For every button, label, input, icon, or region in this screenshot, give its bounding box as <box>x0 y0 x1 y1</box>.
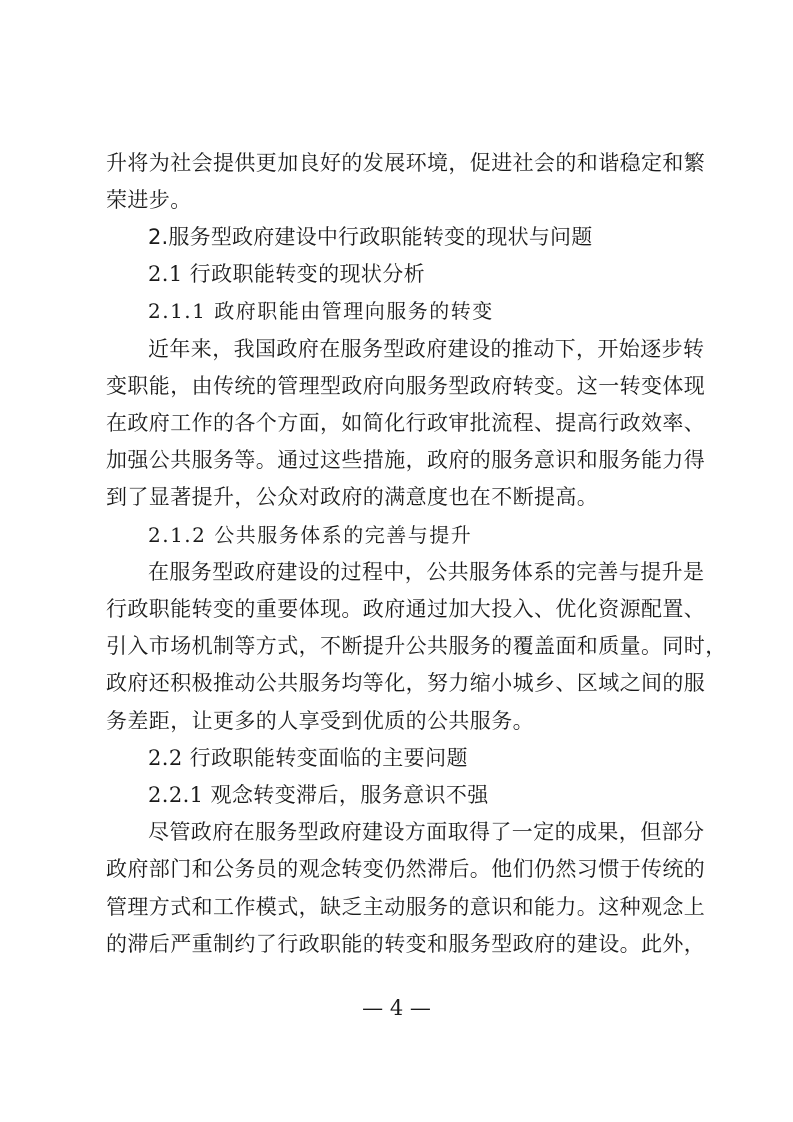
paragraph-line: 政府部门和公务员的观念转变仍然滞后。他们仍然习惯于传统的 <box>106 857 706 881</box>
paragraph-line: 务差距，让更多的人享受到优质的公共服务。 <box>106 709 534 733</box>
paragraph-line: 荣进步。 <box>106 188 192 212</box>
subsubsection-heading: 2.1.2 公共服务体系的完善与提升 <box>148 523 473 547</box>
paragraph-line: 加强公共服务等。通过这些措施，政府的服务意识和服务能力得 <box>106 448 706 472</box>
paragraph-line: 引入市场机制等方式，不断提升公共服务的覆盖面和质量。同时， <box>106 634 727 658</box>
paragraph-line: 的滞后严重制约了行政职能的转变和服务型政府的建设。此外， <box>106 932 706 956</box>
subsubsection-heading: 2.1.1 政府职能由管理向服务的转变 <box>148 299 494 323</box>
paragraph-line: 到了显著提升，公众对政府的满意度也在不断提高。 <box>106 485 599 509</box>
subsection-heading: 2.2 行政职能转变面临的主要问题 <box>148 746 468 770</box>
paragraph-line: 尽管政府在服务型政府建设方面取得了一定的成果，但部分 <box>148 820 705 844</box>
paragraph-line: 在政府工作的各个方面，如简化行政审批流程、提高行政效率、 <box>106 411 706 435</box>
paragraph-line: 政府还积极推动公共服务均等化，努力缩小城乡、区域之间的服 <box>106 671 706 695</box>
paragraph-line: 行政职能转变的重要体现。政府通过加大投入、优化资源配置、 <box>106 597 706 621</box>
paragraph-line: 近年来，我国政府在服务型政府建设的推动下，开始逐步转 <box>148 337 705 361</box>
paragraph-line: 管理方式和工作模式，缺乏主动服务的意识和能力。这种观念上 <box>106 895 706 919</box>
subsection-heading: 2.1 行政职能转变的现状分析 <box>148 262 426 286</box>
paragraph-line: 在服务型政府建设的过程中，公共服务体系的完善与提升是 <box>148 560 705 584</box>
paragraph-line: 升将为社会提供更加良好的发展环境，促进社会的和谐稳定和繁 <box>106 151 706 175</box>
subsubsection-heading: 2.2.1 观念转变滞后，服务意识不强 <box>148 783 489 807</box>
section-heading: 2.服务型政府建设中行政职能转变的现状与问题 <box>148 225 593 249</box>
paragraph-line: 变职能，由传统的管理型政府向服务型政府转变。这一转变体现 <box>106 374 706 398</box>
page-number: — 4 — <box>362 996 431 1020</box>
